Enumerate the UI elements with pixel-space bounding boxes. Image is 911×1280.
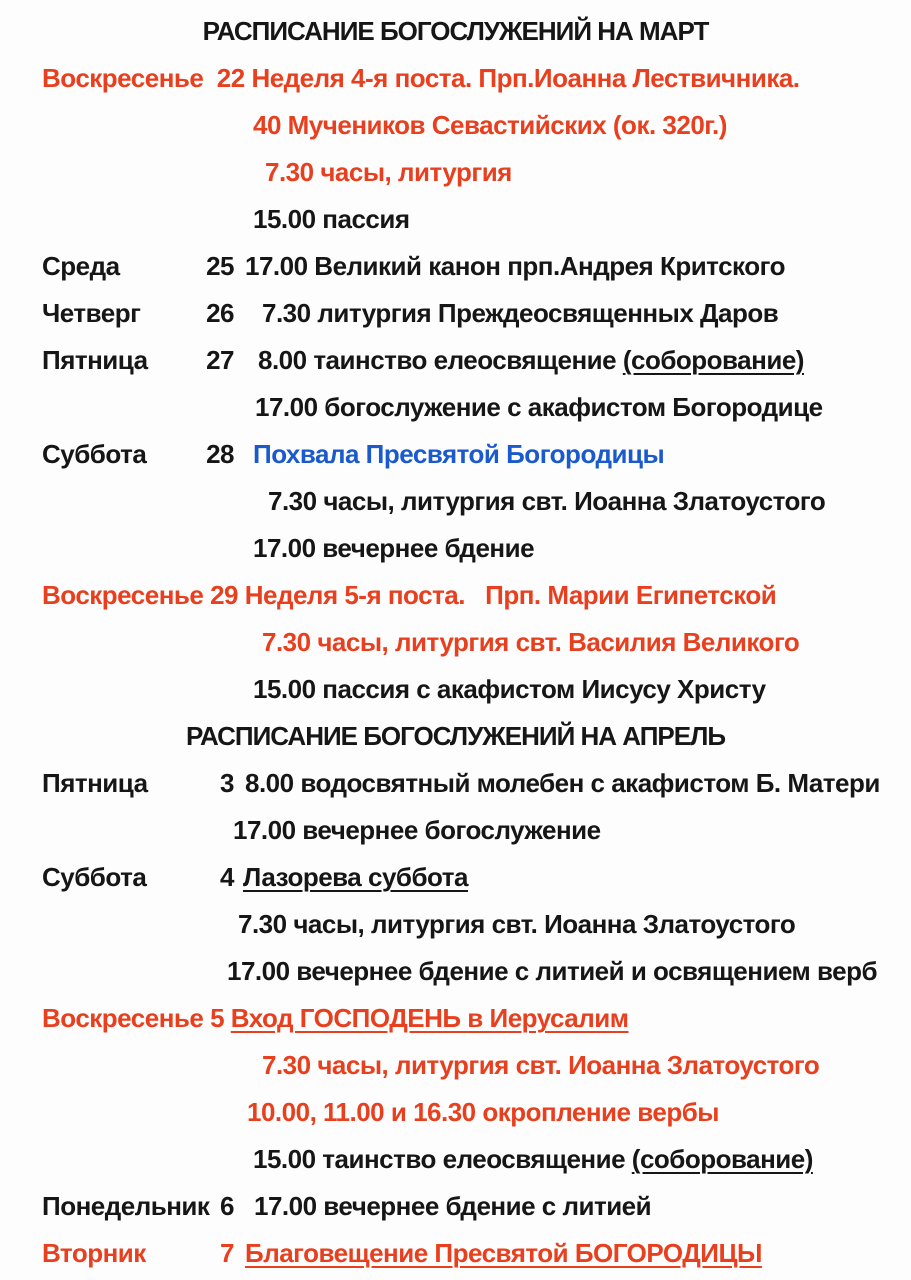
schedule-line bbox=[0, 525, 911, 572]
schedule-line bbox=[0, 995, 911, 1042]
day-number: 27 bbox=[206, 345, 234, 375]
schedule-line bbox=[0, 1136, 911, 1183]
day-number: 26 bbox=[206, 298, 234, 328]
text-segment: Похвала Пресвятой Богородицы bbox=[253, 439, 665, 469]
entry-text bbox=[253, 102, 727, 149]
entry-text bbox=[245, 760, 880, 807]
day-label: Четверг bbox=[42, 298, 141, 328]
entry-text bbox=[253, 1136, 813, 1183]
entry-text bbox=[42, 995, 628, 1042]
schedule-line bbox=[0, 1230, 911, 1277]
entry-text bbox=[247, 1089, 719, 1136]
day-label: Вторник bbox=[42, 1238, 146, 1268]
text-segment: 10.00, 11.00 и 16.30 окропление вербы bbox=[247, 1097, 719, 1127]
text-segment: 17.00 Великий канон прп.Андрея Критского bbox=[245, 251, 785, 281]
section-title: РАСПИСАНИЕ БОГОСЛУЖЕНИЙ НА МАРТ bbox=[202, 16, 709, 46]
day-number: 25 bbox=[206, 251, 234, 281]
underlined-text: (соборование) bbox=[622, 345, 804, 375]
entry-text bbox=[258, 337, 804, 384]
text-segment: 7.30 часы, литургия bbox=[265, 157, 512, 187]
entry-text bbox=[262, 290, 778, 337]
day-label: Среда bbox=[42, 251, 120, 281]
text-segment: Воскресенье 5 bbox=[42, 1003, 231, 1033]
entry-text bbox=[268, 478, 825, 525]
day-label: Понедельник bbox=[42, 1191, 210, 1221]
day-label: Суббота bbox=[42, 439, 147, 469]
schedule-line bbox=[0, 619, 911, 666]
schedule-line bbox=[0, 572, 911, 619]
entry-text bbox=[227, 948, 877, 995]
entry-text bbox=[255, 384, 823, 431]
underlined-text: (соборование) bbox=[631, 1144, 813, 1174]
day-label: Пятница bbox=[42, 345, 148, 375]
text-segment: 7.30 часы, литургия свт. Василия Великого bbox=[262, 627, 800, 657]
day-number: 4 bbox=[220, 862, 234, 892]
underlined-text: Вход ГОСПОДЕНЬ в Иерусалим bbox=[230, 1003, 629, 1033]
schedule-line bbox=[0, 807, 911, 854]
entry-text bbox=[42, 572, 776, 619]
entry-text bbox=[265, 149, 512, 196]
text-segment: 40 Мучеников Севастийских (ок. 320г.) bbox=[253, 110, 727, 140]
text-segment: 17.00 вечернее бдение с литией bbox=[254, 1191, 652, 1221]
text-segment: 17.00 вечернее бдение с литией и освящением верб bbox=[227, 956, 878, 986]
text-segment: 7.30 часы, литургия свт. Иоанна Златоустого bbox=[262, 1050, 820, 1080]
entry-text bbox=[253, 525, 534, 572]
entry-text bbox=[245, 243, 785, 290]
entry-text bbox=[253, 196, 410, 243]
entry-text bbox=[253, 666, 766, 713]
schedule-line bbox=[0, 760, 911, 807]
text-segment: 8.00 водосвятный молебен с акафистом Б. Матери bbox=[245, 768, 880, 798]
schedule-line bbox=[0, 55, 911, 102]
text-segment: Воскресенье 29 Неделя 5-я поста. Прп. Марии Египетской bbox=[42, 580, 777, 610]
schedule-line bbox=[0, 948, 911, 995]
day-number: 6 bbox=[220, 1191, 234, 1221]
text-segment: 17.00 богослужение с акафистом Богородице bbox=[255, 392, 823, 422]
day-number: 7 bbox=[220, 1238, 234, 1268]
entry-text bbox=[245, 1230, 762, 1277]
entry-text bbox=[233, 807, 601, 854]
text-segment: 15.00 пассия bbox=[253, 204, 410, 234]
schedule bbox=[0, 8, 911, 1277]
section-title: РАСПИСАНИЕ БОГОСЛУЖЕНИЙ НА АПРЕЛЬ bbox=[185, 721, 726, 751]
text-segment: 7.30 часы, литургия свт. Иоанна Златоустого bbox=[268, 486, 826, 516]
underlined-text: Благовещение Пресвятой БОГОРОДИЦЫ bbox=[245, 1238, 762, 1268]
day-number: 3 bbox=[220, 768, 234, 798]
entry-text bbox=[262, 1042, 819, 1089]
schedule-line bbox=[0, 431, 911, 478]
schedule-line bbox=[0, 1089, 911, 1136]
entry-text bbox=[254, 1183, 651, 1230]
entry-text bbox=[238, 901, 795, 948]
schedule-line bbox=[0, 384, 911, 431]
text-segment: 17.00 вечернее богослужение bbox=[233, 815, 601, 845]
text-segment: 15.00 таинство елеосвящение bbox=[253, 1144, 632, 1174]
schedule-line bbox=[0, 1042, 911, 1089]
schedule-line bbox=[0, 666, 911, 713]
schedule-line bbox=[0, 243, 911, 290]
schedule-line bbox=[0, 149, 911, 196]
day-number: 28 bbox=[206, 439, 234, 469]
schedule-line bbox=[0, 290, 911, 337]
schedule-line bbox=[0, 196, 911, 243]
text-segment: 8.00 таинство елеосвящение bbox=[258, 345, 623, 375]
schedule-line bbox=[0, 1183, 911, 1230]
day-label: Суббота bbox=[42, 862, 147, 892]
text-segment: 7.30 часы, литургия свт. Иоанна Златоустого bbox=[238, 909, 796, 939]
text-segment: 7.30 литургия Преждеосвященных Даров bbox=[262, 298, 779, 328]
text-segment: Воскресенье 22 Неделя 4-я поста. Прп.Иоанна Лествичника. bbox=[42, 63, 800, 93]
day-label: Пятница bbox=[42, 768, 148, 798]
entry-text bbox=[243, 854, 468, 901]
entry-text bbox=[262, 619, 799, 666]
schedule-line bbox=[0, 901, 911, 948]
schedule-line bbox=[0, 854, 911, 901]
entry-text bbox=[253, 431, 664, 478]
underlined-text: Лазорева суббота bbox=[243, 862, 468, 892]
text-segment: 15.00 пассия с акафистом Иисусу Христу bbox=[253, 674, 766, 704]
entry-text bbox=[42, 55, 800, 102]
text-segment: 17.00 вечернее бдение bbox=[253, 533, 535, 563]
schedule-line bbox=[0, 102, 911, 149]
schedule-line bbox=[0, 478, 911, 525]
schedule-line bbox=[0, 337, 911, 384]
